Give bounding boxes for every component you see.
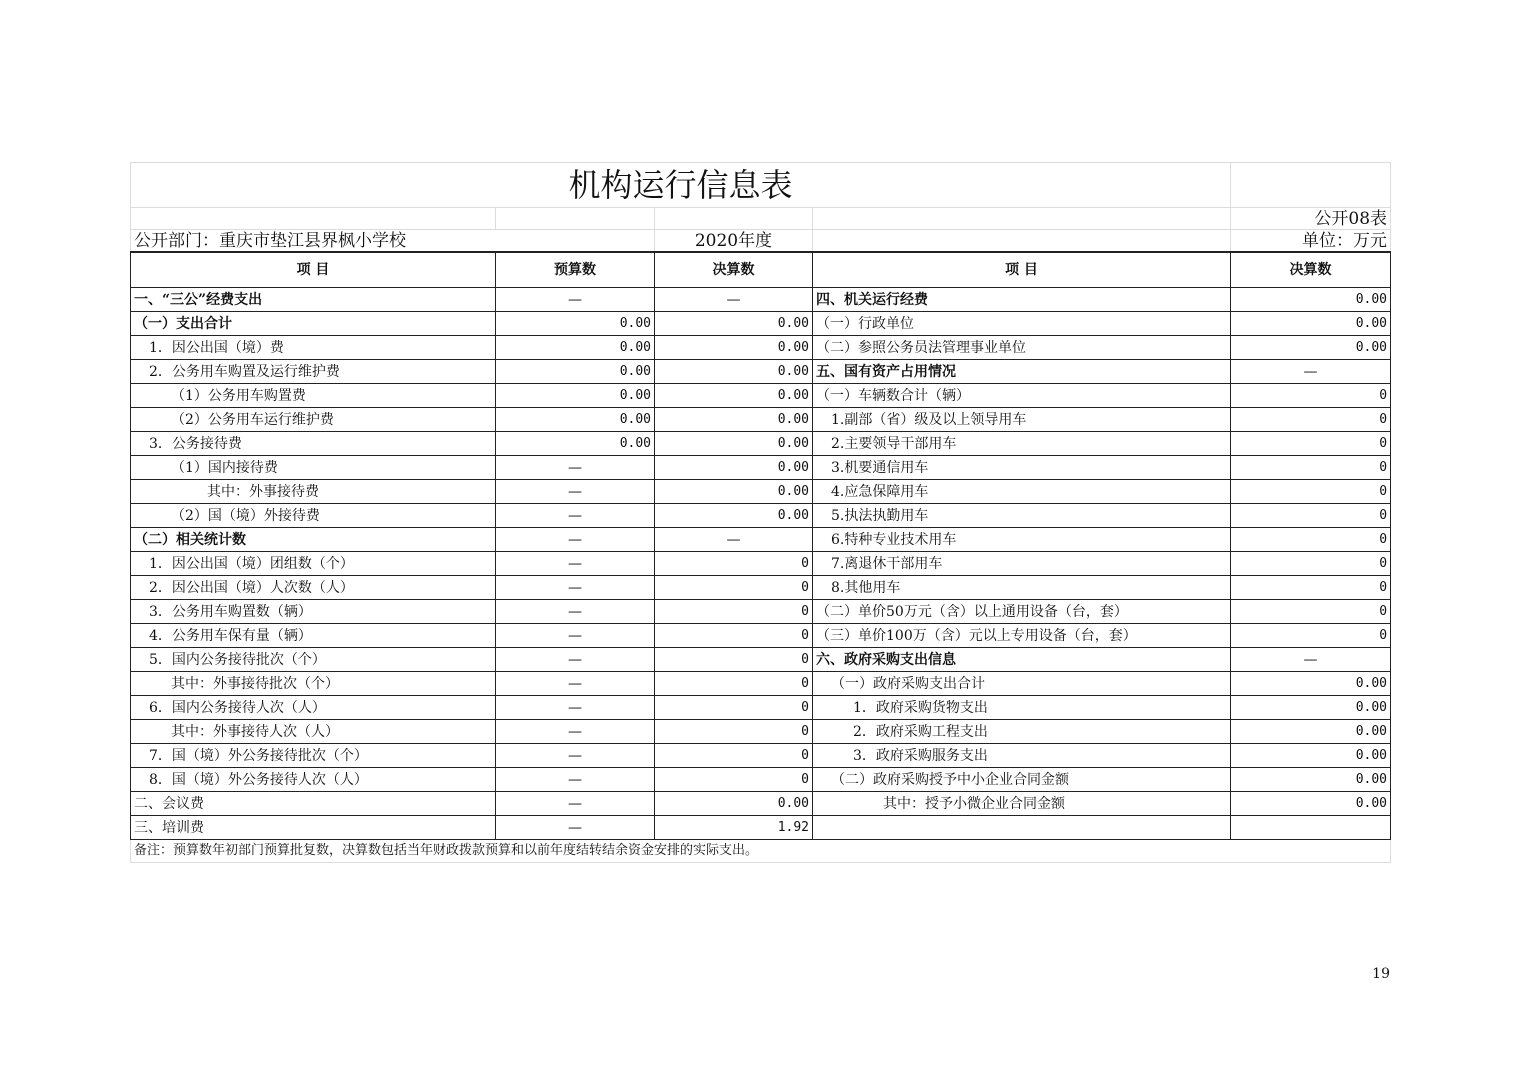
table-row [131, 408, 1391, 432]
table-row [131, 456, 1391, 480]
budget-value: — [496, 720, 655, 744]
budget-value: 0.00 [496, 432, 655, 456]
left-item: 一、“三公”经费支出 [131, 288, 496, 312]
left-item: （1）公务用车购置费 [131, 384, 496, 408]
left-item: 8．国（境）外公务接待人次（人） [131, 768, 496, 792]
right-item: 2.主要领导干部用车 [813, 432, 1231, 456]
right-item: 7.离退休干部用车 [813, 552, 1231, 576]
final-value: 0.00 [655, 360, 813, 384]
right-final-value: 0 [1231, 624, 1391, 648]
right-item: 六、政府采购支出信息 [813, 648, 1231, 672]
page-title: 机构运行信息表 [131, 163, 1231, 208]
budget-value: — [496, 648, 655, 672]
table-row [131, 624, 1391, 648]
right-item: 五、国有资产占用情况 [813, 360, 1231, 384]
right-item: 1．政府采购货物支出 [813, 696, 1231, 720]
left-item: （一）支出合计 [131, 312, 496, 336]
final-value: 0 [655, 720, 813, 744]
table-header-row [131, 252, 1391, 288]
right-final-value: 0 [1231, 456, 1391, 480]
budget-value: — [496, 792, 655, 816]
right-item: （三）单价100万（含）元以上专用设备（台，套） [813, 624, 1231, 648]
budget-value: — [496, 552, 655, 576]
left-item: 3．公务用车购置数（辆） [131, 600, 496, 624]
budget-value: — [496, 768, 655, 792]
final-value: 0.00 [655, 456, 813, 480]
right-final-value: — [1231, 360, 1391, 384]
budget-value: — [496, 816, 655, 840]
unit-label: 单位：万元 [1231, 230, 1391, 253]
right-final-value: 0.00 [1231, 720, 1391, 744]
table-row [131, 768, 1391, 792]
right-final-value: 0.00 [1231, 312, 1391, 336]
final-value: 0 [655, 576, 813, 600]
right-final-value: 0 [1231, 528, 1391, 552]
left-item: 三、培训费 [131, 816, 496, 840]
budget-value: — [496, 480, 655, 504]
header-right-final: 决算数 [1231, 252, 1391, 288]
right-item: 3.机要通信用车 [813, 456, 1231, 480]
budget-value: — [496, 288, 655, 312]
right-final-value: 0.00 [1231, 672, 1391, 696]
final-value: 0.00 [655, 384, 813, 408]
info-sheet [130, 162, 1390, 874]
right-item: 2．政府采购工程支出 [813, 720, 1231, 744]
institution-operation-table [130, 162, 1391, 863]
table-row [131, 528, 1391, 552]
left-item: 其中：外事接待人次（人） [131, 720, 496, 744]
header-final: 决算数 [655, 252, 813, 288]
right-item: （一）政府采购支出合计 [813, 672, 1231, 696]
final-value: 0.00 [655, 432, 813, 456]
budget-value: — [496, 600, 655, 624]
left-item: 6．国内公务接待人次（人） [131, 696, 496, 720]
left-item: 5．国内公务接待批次（个） [131, 648, 496, 672]
table-row [131, 648, 1391, 672]
left-item: 其中：外事接待批次（个） [131, 672, 496, 696]
header-left-item: 项 目 [131, 252, 496, 288]
right-final-value: 0.00 [1231, 696, 1391, 720]
final-value: — [655, 288, 813, 312]
final-value: 0 [655, 744, 813, 768]
final-value: — [655, 528, 813, 552]
right-final-value: — [1231, 648, 1391, 672]
right-item: （二）参照公务员法管理事业单位 [813, 336, 1231, 360]
right-item: 3．政府采购服务支出 [813, 744, 1231, 768]
final-value: 0 [655, 600, 813, 624]
right-final-value: 0 [1231, 600, 1391, 624]
right-final-value: 0.00 [1231, 288, 1391, 312]
right-item: 5.执法执勤用车 [813, 504, 1231, 528]
table-row [131, 816, 1391, 840]
right-item: （一）车辆数合计（辆） [813, 384, 1231, 408]
left-item: 1．因公出国（境）团组数（个） [131, 552, 496, 576]
right-final-value: 0 [1231, 576, 1391, 600]
table-row [131, 744, 1391, 768]
left-item: 4．公务用车保有量（辆） [131, 624, 496, 648]
right-item: （二）单价50万元（含）以上通用设备（台，套） [813, 600, 1231, 624]
table-row [131, 384, 1391, 408]
right-final-value: 0.00 [1231, 792, 1391, 816]
header-right-item: 项 目 [813, 252, 1231, 288]
table-row [131, 720, 1391, 744]
final-value: 0.00 [655, 504, 813, 528]
table-code: 公开08表 [1231, 208, 1391, 230]
right-item: 8.其他用车 [813, 576, 1231, 600]
table-row [131, 288, 1391, 312]
right-final-value [1231, 816, 1391, 840]
budget-value: 0.00 [496, 312, 655, 336]
final-value: 0.00 [655, 480, 813, 504]
final-value: 0.00 [655, 336, 813, 360]
final-value: 0.00 [655, 792, 813, 816]
budget-value: 0.00 [496, 384, 655, 408]
right-final-value: 0.00 [1231, 336, 1391, 360]
table-row [131, 576, 1391, 600]
footnote: 备注：预算数年初部门预算批复数，决算数包括当年财政拨款预算和以前年度结转结余资金安排的实际支出。 [131, 840, 1391, 863]
right-item: （一）行政单位 [813, 312, 1231, 336]
budget-value: — [496, 576, 655, 600]
left-item: 7．国（境）外公务接待批次（个） [131, 744, 496, 768]
right-item: （二）政府采购授予中小企业合同金额 [813, 768, 1231, 792]
left-item: 1．因公出国（境）费 [131, 336, 496, 360]
table-row [131, 360, 1391, 384]
page-number: 19 [1372, 966, 1390, 982]
right-final-value: 0 [1231, 384, 1391, 408]
right-item [813, 816, 1231, 840]
final-value: 0 [655, 624, 813, 648]
left-item: （二）相关统计数 [131, 528, 496, 552]
left-item: 2．公务用车购置及运行维护费 [131, 360, 496, 384]
budget-value: — [496, 624, 655, 648]
final-value: 1.92 [655, 816, 813, 840]
fiscal-year: 2020年度 [655, 230, 813, 253]
budget-value: 0.00 [496, 336, 655, 360]
budget-value: — [496, 456, 655, 480]
table-row [131, 480, 1391, 504]
right-item: 4.应急保障用车 [813, 480, 1231, 504]
final-value: 0.00 [655, 408, 813, 432]
department-label: 公开部门：重庆市垫江县界枫小学校 [131, 230, 655, 253]
table-row [131, 312, 1391, 336]
budget-value: — [496, 696, 655, 720]
budget-value: — [496, 504, 655, 528]
budget-value: — [496, 744, 655, 768]
right-final-value: 0.00 [1231, 744, 1391, 768]
left-item: （1）国内接待费 [131, 456, 496, 480]
right-final-value: 0.00 [1231, 768, 1391, 792]
right-final-value: 0 [1231, 504, 1391, 528]
table-row [131, 600, 1391, 624]
budget-value: — [496, 528, 655, 552]
final-value: 0 [655, 552, 813, 576]
right-final-value: 0 [1231, 432, 1391, 456]
final-value: 0 [655, 648, 813, 672]
right-item: 四、机关运行经费 [813, 288, 1231, 312]
right-final-value: 0 [1231, 408, 1391, 432]
final-value: 0 [655, 696, 813, 720]
table-row [131, 552, 1391, 576]
final-value: 0 [655, 672, 813, 696]
table-row [131, 696, 1391, 720]
final-value: 0.00 [655, 312, 813, 336]
table-row [131, 672, 1391, 696]
left-item: （2）国（境）外接待费 [131, 504, 496, 528]
right-item: 其中：授予小微企业合同金额 [813, 792, 1231, 816]
budget-value: 0.00 [496, 360, 655, 384]
table-row [131, 336, 1391, 360]
budget-value: 0.00 [496, 408, 655, 432]
right-final-value: 0 [1231, 552, 1391, 576]
table-row [131, 792, 1391, 816]
left-item: 其中：外事接待费 [131, 480, 496, 504]
left-item: 二、会议费 [131, 792, 496, 816]
right-item: 1.副部（省）级及以上领导用车 [813, 408, 1231, 432]
budget-value: — [496, 672, 655, 696]
left-item: 2．因公出国（境）人次数（人） [131, 576, 496, 600]
table-row [131, 504, 1391, 528]
right-final-value: 0 [1231, 480, 1391, 504]
final-value: 0 [655, 768, 813, 792]
left-item: （2）公务用车运行维护费 [131, 408, 496, 432]
right-item: 6.特种专业技术用车 [813, 528, 1231, 552]
table-row [131, 432, 1391, 456]
header-budget: 预算数 [496, 252, 655, 288]
left-item: 3．公务接待费 [131, 432, 496, 456]
